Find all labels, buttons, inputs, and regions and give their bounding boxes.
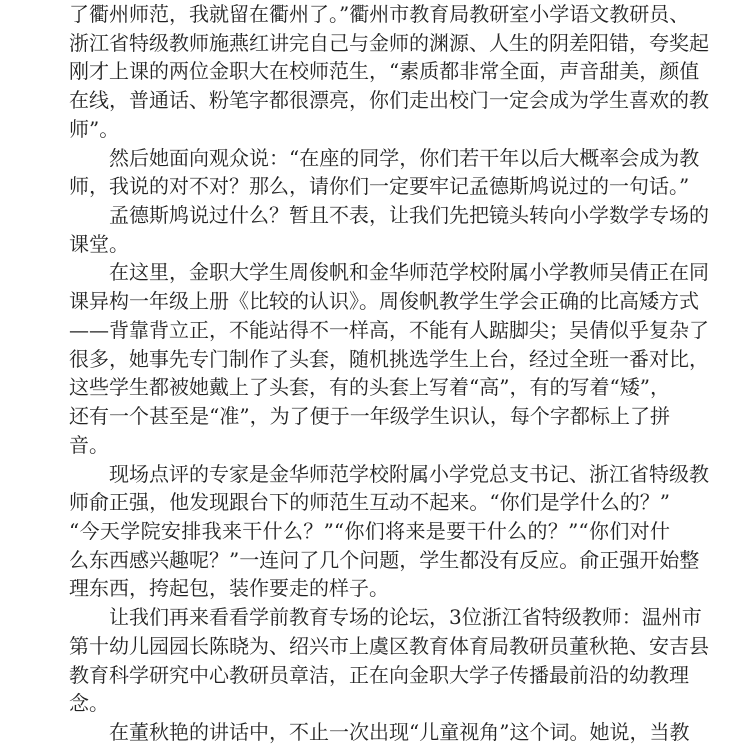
text-line-22: 让我们再来看看学前教育专场的论坛，3位浙江省特级教师：温州市: [109, 605, 702, 630]
text-line-24: 教育科学研究中心教研员章洁，正在向金职大学子传播最前沿的幼教理: [69, 662, 689, 687]
text-line-19: “今天学院安排我来干什么？”“你们将来是要干什么的？”“你们对什: [69, 518, 670, 543]
text-line-21: 理东西，挎起包，装作要走的样子。: [69, 576, 389, 601]
text-line-18: 师俞正强，他发现跟台下的师范生互动不起来。“你们是学什么的？”: [69, 490, 670, 515]
text-line-15: 还有一个甚至是“准”，为了便于一年级学生识认，每个字都标上了拼: [69, 404, 670, 429]
text-line-2: 浙江省特级教师施燕红讲完自己与金师的渊源、人生的阴差阳错，夸奖起: [69, 30, 709, 55]
text-line-8: 孟德斯鸠说过什么？暂且不表，让我们先把镜头转向小学数学专场的: [109, 203, 709, 228]
text-line-12: ——背靠背立正，不能站得不一样高，不能有人踮脚尖；吴倩似乎复杂了: [69, 317, 709, 342]
text-line-23: 第十幼儿园园长陈晓为、绍兴市上虞区教育体育局教研员董秋艳、安吉县: [69, 633, 709, 658]
text-line-3: 刚才上课的两位金职大在校师范生，“素质都非常全面，声音甜美，颜值: [69, 59, 700, 84]
text-line-1: 了衢州师范，我就留在衢州了。”衢州市教育局教研室小学语文教研员、: [69, 2, 690, 26]
text-line-10: 在这里，金职大学生周俊帆和金华师范学校附属小学教师吴倩正在同: [109, 260, 709, 285]
text-line-13: 很多，她事先专门制作了头套，随机挑选学生上台，经过全班一番对比，: [69, 346, 709, 371]
text-line-25: 念。: [69, 691, 109, 716]
article-body: [69, 0, 709, 747]
text-line-7: 师，我说的对不对？那么，请你们一定要牢记孟德斯鸠说过的一句话。”: [69, 174, 690, 199]
text-line-9: 课堂。: [69, 231, 129, 256]
text-line-26: 在董秋艳的讲话中，不止一次出现“儿童视角”这个词。她说，当教: [109, 719, 690, 744]
text-line-14: 这些学生都被她戴上了头套，有的头套上写着“高”，有的写着“矮”，: [69, 375, 670, 400]
text-line-16: 音。: [69, 432, 109, 457]
text-line-11: 课异构一年级上册《比较的认识》。周俊帆教学生学会正确的比高矮方式: [69, 289, 699, 314]
text-line-4: 在线，普通话、粉笔字都很漂亮，你们走出校门一定会成为学生喜欢的教: [69, 88, 709, 113]
text-line-17: 现场点评的专家是金华师范学校附属小学党总支书记、浙江省特级教: [109, 461, 709, 486]
text-line-20: 么东西感兴趣呢？”一连问了几个问题，学生都没有反应。俞正强开始整: [69, 547, 700, 572]
text-line-6: 然后她面向观众说：“在座的同学，你们若干年以后大概率会成为教: [109, 145, 700, 170]
text-line-5: 师”。: [69, 116, 120, 141]
